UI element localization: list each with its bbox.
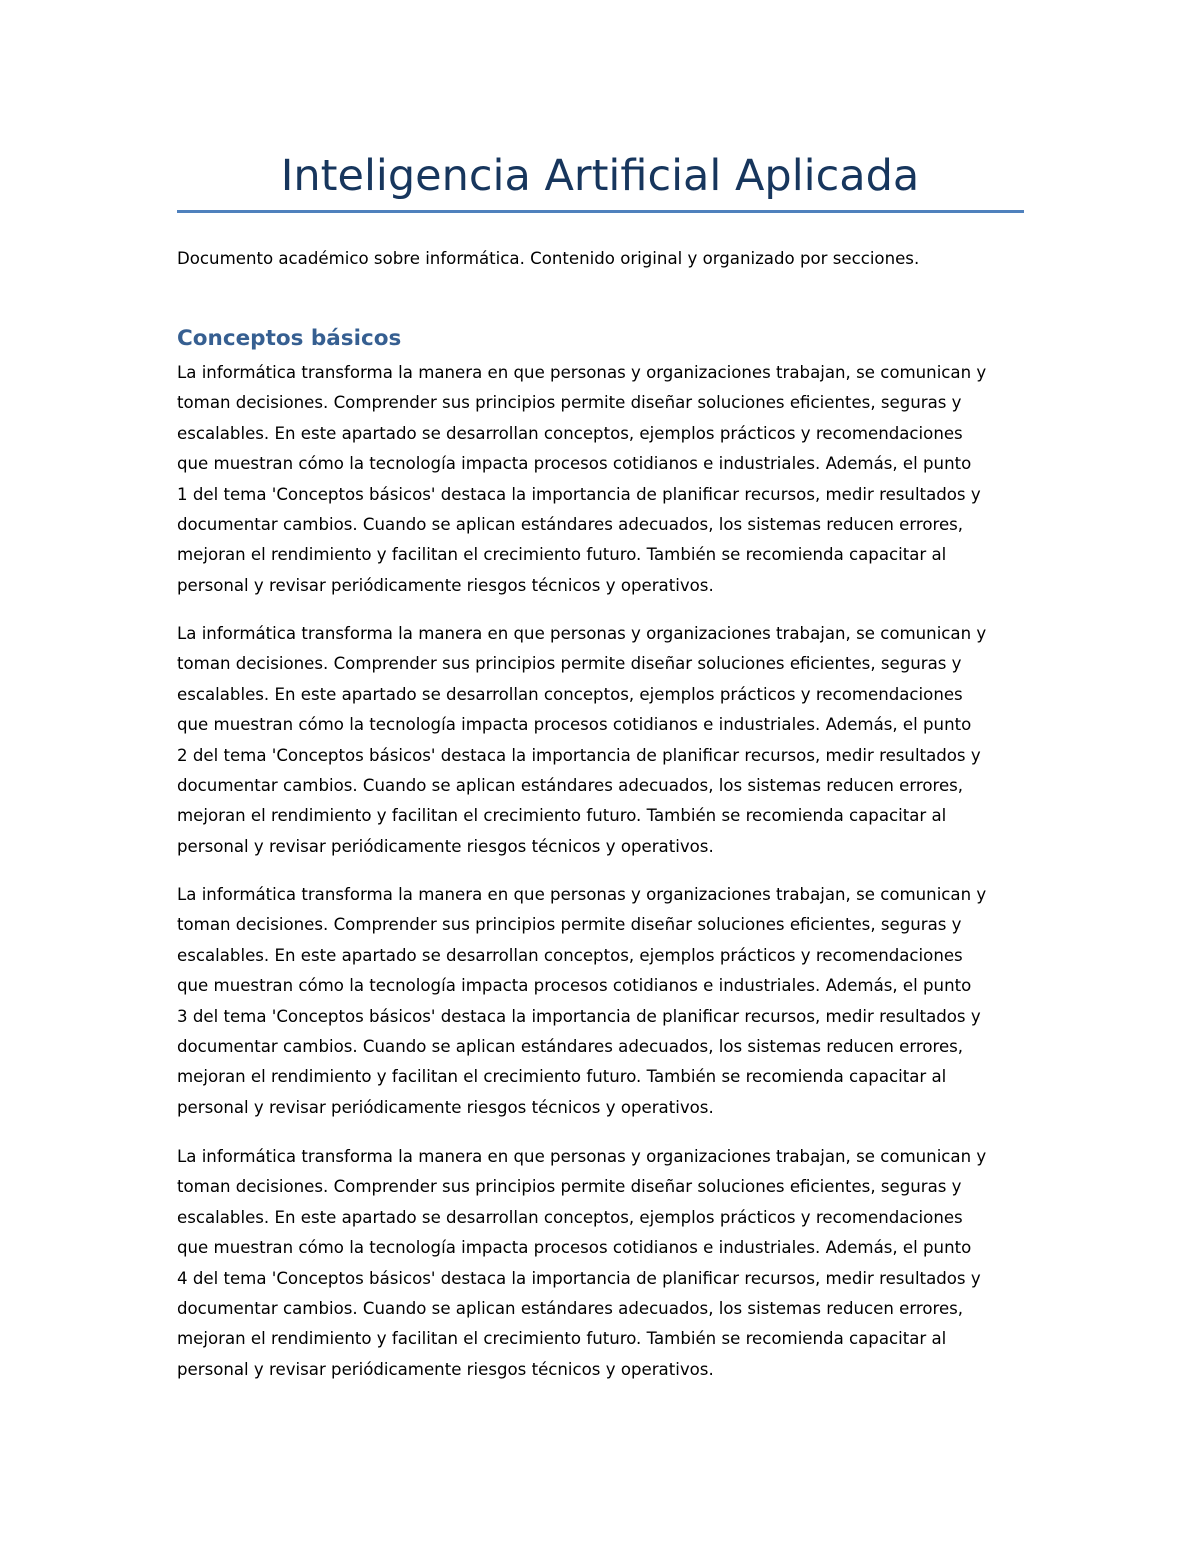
paragraph-line: que muestran cómo la tecnología impacta procesos cotidianos e industriales. Además, el punto [177,976,972,996]
paragraph-line: personal y revisar periódicamente riesgos técnicos y operativos. [177,1097,714,1117]
body-paragraph-2 [177,619,1023,862]
paragraph-line: personal y revisar periódicamente riesgos técnicos y operativos. [177,575,714,595]
paragraph-line: escalables. En este apartado se desarrollan conceptos, ejemplos prácticos y recomendaciones [177,423,963,443]
paragraph-line: La informática transforma la manera en que personas y organizaciones trabajan, se comunican y [177,885,987,904]
paragraph-line: que muestran cómo la tecnología impacta procesos cotidianos e industriales. Además, el punto [177,715,972,735]
paragraph-line: que muestran cómo la tecnología impacta procesos cotidianos e industriales. Además, el punto [177,1238,972,1258]
paragraph-line: personal y revisar periódicamente riesgos técnicos y operativos. [177,1359,714,1379]
section-heading: Conceptos básicos [177,326,402,351]
title-underline [177,210,1024,213]
paragraph-line: La informática transforma la manera en que personas y organizaciones trabajan, se comunican y [177,624,987,643]
document-intro: Documento académico sobre informática. Contenido original y organizado por secciones. [177,249,920,268]
paragraph-line: 1 del tema 'Conceptos básicos' destaca la importancia de planificar recursos, medir resultados y [177,484,981,504]
paragraph-line: escalables. En este apartado se desarrollan conceptos, ejemplos prácticos y recomendaciones [177,684,963,704]
paragraph-line: toman decisiones. Comprender sus principios permite diseñar soluciones eficientes, seguras y [177,393,962,413]
paragraph-line: toman decisiones. Comprender sus principios permite diseñar soluciones eficientes, seguras y [177,915,962,935]
body-paragraph-3 [177,880,1023,1123]
paragraph-line: mejoran el rendimiento y facilitan el crecimiento futuro. También se recomienda capacitar al [177,545,947,565]
paragraph-line: toman decisiones. Comprender sus principios permite diseñar soluciones eficientes, seguras y [177,654,962,674]
paragraph-line: mejoran el rendimiento y facilitan el crecimiento futuro. También se recomienda capacitar al [177,1329,947,1349]
paragraph-line: toman decisiones. Comprender sus principios permite diseñar soluciones eficientes, seguras y [177,1177,962,1197]
body-paragraph-1 [177,358,1023,601]
document-title: Inteligencia Artificial Aplicada [280,151,920,201]
paragraph-line: personal y revisar periódicamente riesgos técnicos y operativos. [177,836,714,856]
paragraph-line: escalables. En este apartado se desarrollan conceptos, ejemplos prácticos y recomendaciones [177,945,963,965]
paragraph-line: documentar cambios. Cuando se aplican estándares adecuados, los sistemas reducen errores, [177,1036,964,1056]
paragraph-line: documentar cambios. Cuando se aplican estándares adecuados, los sistemas reducen errores, [177,514,964,534]
paragraph-line: que muestran cómo la tecnología impacta procesos cotidianos e industriales. Además, el punto [177,454,972,474]
paragraph-line: 4 del tema 'Conceptos básicos' destaca la importancia de planificar recursos, medir resultados y [177,1268,981,1288]
body-paragraph-4 [177,1142,1023,1385]
paragraph-line: documentar cambios. Cuando se aplican estándares adecuados, los sistemas reducen errores, [177,775,964,795]
paragraph-line: documentar cambios. Cuando se aplican estándares adecuados, los sistemas reducen errores, [177,1298,964,1318]
paragraph-line: La informática transforma la manera en que personas y organizaciones trabajan, se comunican y [177,1147,987,1166]
paragraph-line: mejoran el rendimiento y facilitan el crecimiento futuro. También se recomienda capacitar al [177,806,947,826]
paragraph-line: escalables. En este apartado se desarrollan conceptos, ejemplos prácticos y recomendaciones [177,1207,963,1227]
paragraph-line: 2 del tema 'Conceptos básicos' destaca la importancia de planificar recursos, medir resultados y [177,745,981,765]
paragraph-line: La informática transforma la manera en que personas y organizaciones trabajan, se comunican y [177,363,987,382]
paragraph-line: 3 del tema 'Conceptos básicos' destaca la importancia de planificar recursos, medir resultados y [177,1006,981,1026]
paragraph-line: mejoran el rendimiento y facilitan el crecimiento futuro. También se recomienda capacitar al [177,1067,947,1087]
